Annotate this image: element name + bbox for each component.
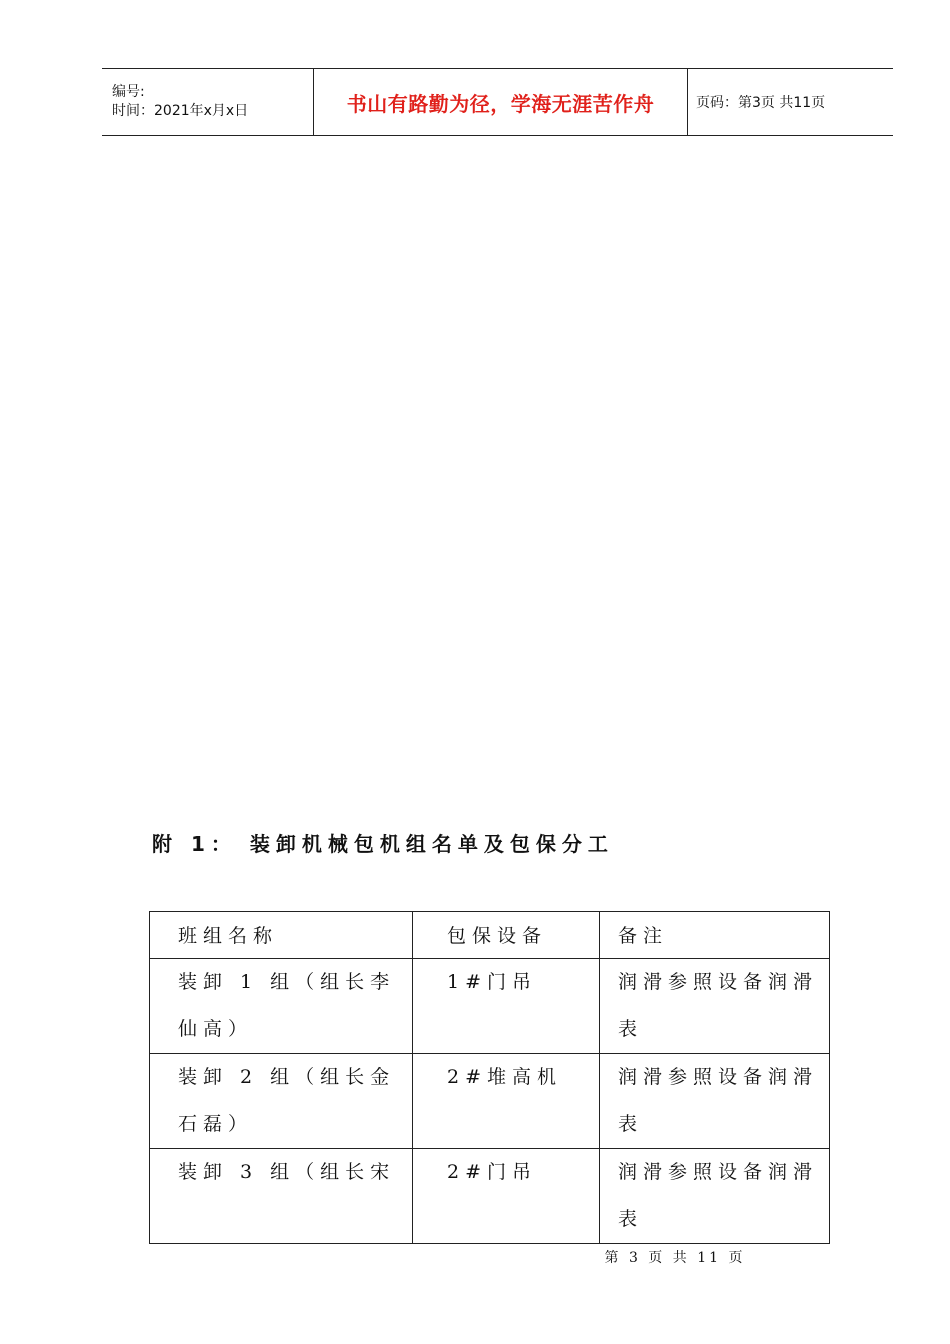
team-cell: 装卸 1 组（组长李仙高） [150, 959, 413, 1054]
remark-cell: 润滑参照设备润滑表 [600, 1054, 830, 1149]
footer-page-number: 第 3 页 共 11 页 [604, 1250, 746, 1266]
team-cell: 装卸 2 组（组长金石磊） [150, 1054, 413, 1149]
motto-text: 书山有路勤为径，学海无涯苦作舟 [346, 91, 655, 116]
equipment-cell: 1#门吊 [413, 959, 600, 1054]
table-header-row [150, 912, 830, 959]
assignment-table [149, 911, 830, 1244]
column-header-equipment: 包保设备 [413, 912, 600, 959]
remark-cell: 润滑参照设备润滑表 [600, 959, 830, 1054]
table-row [150, 1054, 830, 1149]
table-row [150, 1149, 830, 1244]
column-header-team: 班组名称 [150, 912, 413, 959]
page-code: 页码：第3页 共11页 [688, 69, 894, 136]
table-row [150, 959, 830, 1054]
header-meta [102, 69, 314, 136]
page-footer [0, 1247, 950, 1267]
equipment-cell: 2#堆高机 [413, 1054, 600, 1149]
column-header-remark: 备注 [600, 912, 830, 959]
header-motto-cell [314, 69, 688, 136]
page-header [102, 68, 893, 136]
section-title: 附 1： 装卸机械包机组名单及包保分工 [152, 832, 614, 856]
remark-cell: 润滑参照设备润滑表 [600, 1149, 830, 1244]
equipment-cell: 2#门吊 [413, 1149, 600, 1244]
time-label: 时间：2021年x月x日 [112, 103, 249, 119]
team-cell: 装卸 3 组（组长宋 [150, 1149, 413, 1244]
serial-label: 编号: [112, 84, 145, 100]
